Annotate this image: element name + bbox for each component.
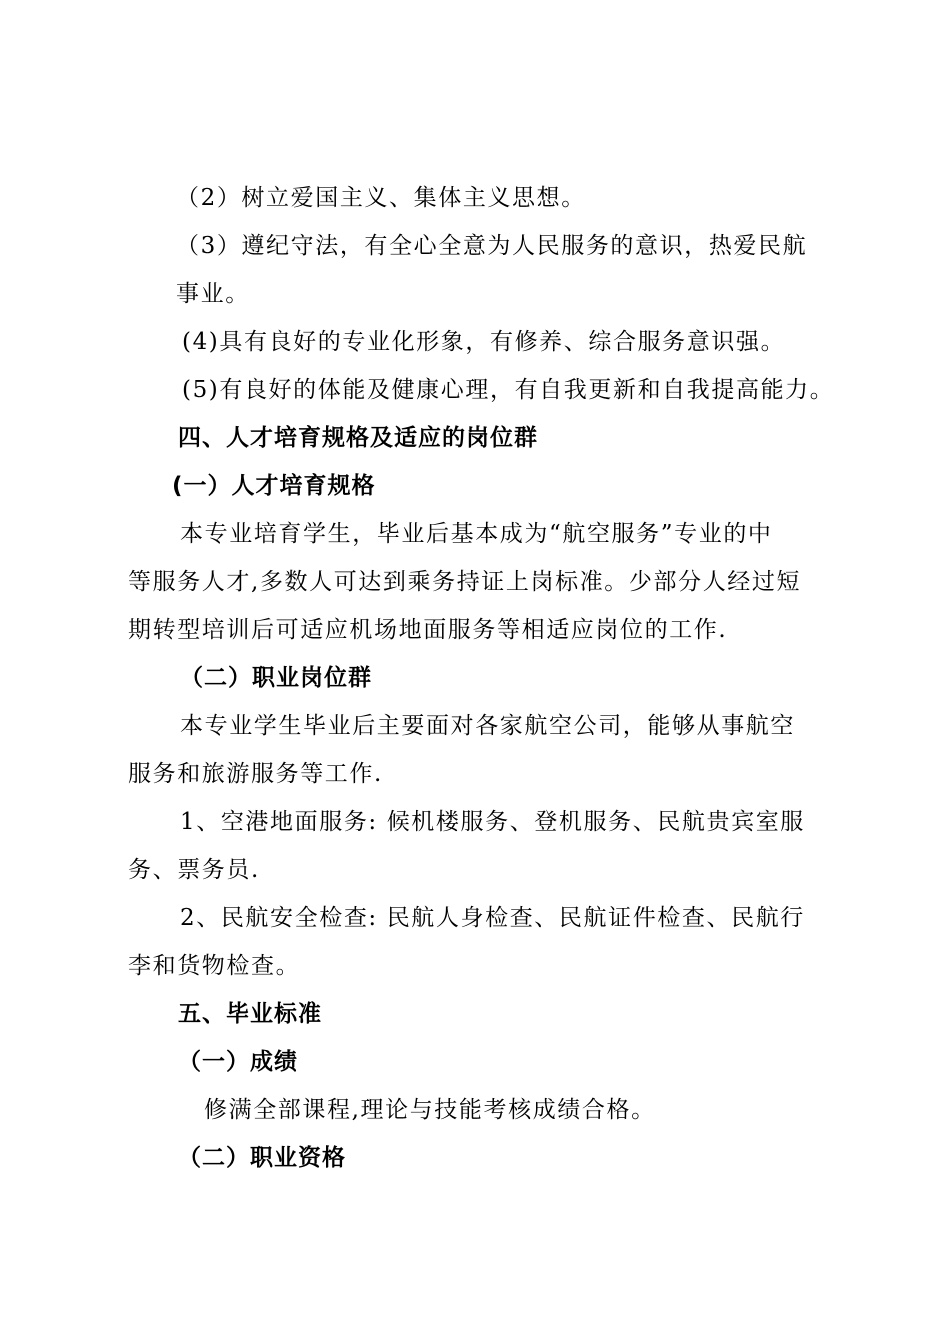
- list-item-5: (5)有良好的体能及健康心理，有自我更新和自我提高能力。: [182, 377, 835, 403]
- list-item-3-continued: 事业。: [176, 281, 250, 307]
- paragraph-talent-spec-line-1: 本专业培育学生，毕业后基本成为“航空服务”专业的中: [180, 521, 773, 547]
- list-item-2: （2）树立爱国主义、集体主义思想。: [176, 185, 586, 211]
- list-item-4: (4)具有良好的专业化形象，有修养、综合服务意识强。: [182, 329, 786, 355]
- subsection-heading-qualification: （二）职业资格: [178, 1145, 346, 1171]
- paragraph-talent-spec-line-3: 期转型培训后可适应机场地面服务等相适应岗位的工作.: [128, 617, 728, 643]
- paragraph-grades: 修满全部课程,理论与技能考核成绩合格。: [204, 1097, 656, 1123]
- list-item-3: （3）遵纪守法，有全心全意为人民服务的意识，热爱民航: [176, 233, 808, 259]
- section-heading-4: 四、人才培育规格及适应的岗位群: [178, 425, 538, 451]
- paragraph-job-group-line-2: 服务和旅游服务等工作.: [128, 761, 383, 787]
- section-heading-5: 五、毕业标准: [178, 1001, 322, 1027]
- job-item-1-line-2: 务、票务员.: [128, 857, 260, 883]
- subsection-heading-talent-spec: (一）人才培育规格: [172, 473, 376, 499]
- subsection-heading-grades: （一）成绩: [178, 1049, 298, 1075]
- subsection-heading-job-group: （二）职业岗位群: [180, 665, 372, 691]
- job-item-1-line-1: 1、空港地面服务: 候机楼服务、登机服务、民航贵宾室服: [180, 809, 805, 835]
- paragraph-job-group-line-1: 本专业学生毕业后主要面对各家航空公司，能够从事航空: [180, 713, 795, 739]
- job-item-2-line-1: 2、民航安全检查: 民航人身检查、民航证件检查、民航行: [180, 905, 805, 931]
- paragraph-talent-spec-line-2: 等服务人才,多数人可达到乘务持证上岗标准。少部分人经过短: [128, 569, 802, 595]
- job-item-2-line-2: 李和货物检查。: [128, 953, 301, 979]
